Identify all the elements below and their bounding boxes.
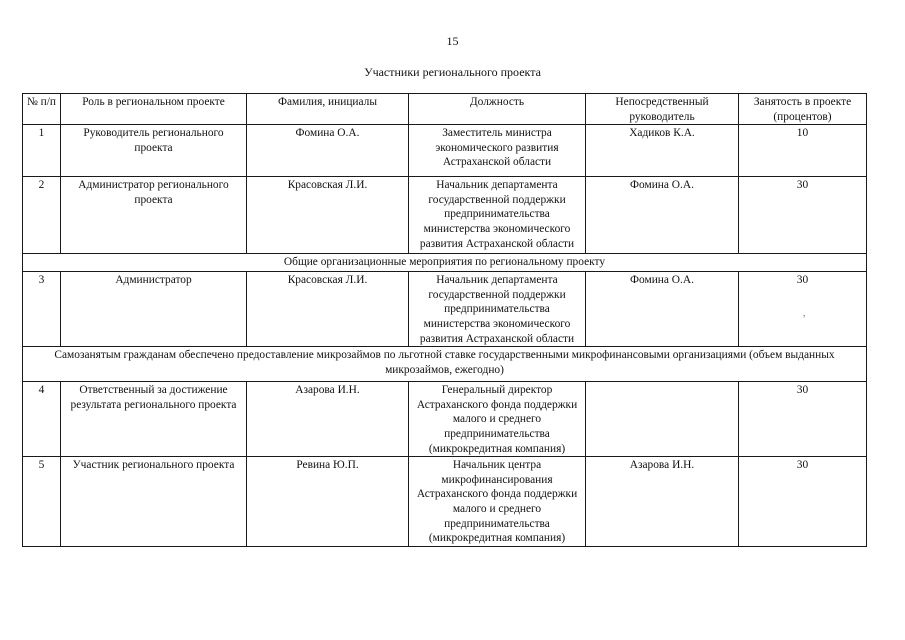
- table-row: [23, 382, 867, 457]
- row-name: Фомина О.А.: [247, 125, 409, 177]
- row-employment: 10: [739, 125, 867, 177]
- row-role: Участник регионального проекта: [61, 457, 247, 547]
- table-row: [23, 125, 867, 177]
- row-role: Ответственный за достижение результата регионального проекта: [61, 382, 247, 457]
- header-supervisor: Непосредственный руководитель: [586, 94, 739, 125]
- row-num: 2: [23, 177, 61, 254]
- page-number: 15: [446, 34, 459, 48]
- row-name: Азарова И.Н.: [247, 382, 409, 457]
- header-employment: Занятость в проекте (процентов): [739, 94, 867, 125]
- row-role: Руководитель регионального проекта: [61, 125, 247, 177]
- row-name: Ревина Ю.П.: [247, 457, 409, 547]
- header-position: Должность: [409, 94, 586, 125]
- section-general-title: Общие организационные мероприятия по региональному проекту: [23, 254, 867, 272]
- section-row: [23, 347, 867, 382]
- row-num: 5: [23, 457, 61, 547]
- row-employment: 30: [739, 272, 867, 347]
- table-row: [23, 457, 867, 547]
- table-row: [23, 272, 867, 347]
- row-employment: 30: [739, 177, 867, 254]
- row-supervisor: Фомина О.А.: [586, 177, 739, 254]
- document-title: Участники регионального проекта: [364, 65, 541, 79]
- header-role: Роль в региональном проекте: [61, 94, 247, 125]
- row-position: Генеральный директор Астраханского фонда поддержки малого и среднего предпринимательства (микрокредитная компания): [409, 382, 586, 457]
- table-row: [23, 177, 867, 254]
- row-num: 3: [23, 272, 61, 347]
- row-supervisor: Фомина О.А.: [586, 272, 739, 347]
- row-employment: 30: [739, 382, 867, 457]
- row-supervisor: [586, 382, 739, 457]
- row-role: Администратор: [61, 272, 247, 347]
- row-position: Начальник департамента государственной поддержки предпринимательства министерства экономического развития Астраханской области: [409, 177, 586, 254]
- section-row: [23, 254, 867, 272]
- scan-speck: ,: [803, 308, 806, 318]
- header-num: № п/п: [23, 94, 61, 125]
- row-supervisor: Азарова И.Н.: [586, 457, 739, 547]
- row-employment: 30: [739, 457, 867, 547]
- row-supervisor: Хадиков К.А.: [586, 125, 739, 177]
- table-header-row: [23, 94, 867, 125]
- section-microloans-title: Самозанятым гражданам обеспечено предоставление микрозаймов по льготной ставке государственными микрофинансовыми организациями (объем выданных микрозаймов, ежегодно): [23, 347, 867, 382]
- row-role: Администратор регионального проекта: [61, 177, 247, 254]
- row-position: Начальник департамента государственной поддержки предпринимательства министерства экономического развития Астраханской области: [409, 272, 586, 347]
- participants-table: [22, 93, 867, 547]
- row-position: Заместитель министра экономического развития Астраханской области: [409, 125, 586, 177]
- row-name: Красовская Л.И.: [247, 177, 409, 254]
- row-num: 1: [23, 125, 61, 177]
- row-position: Начальник центра микрофинансирования Астраханского фонда поддержки малого и среднего предпринимательства (микрокредитная компания): [409, 457, 586, 547]
- row-num: 4: [23, 382, 61, 457]
- row-name: Красовская Л.И.: [247, 272, 409, 347]
- header-name: Фамилия, инициалы: [247, 94, 409, 125]
